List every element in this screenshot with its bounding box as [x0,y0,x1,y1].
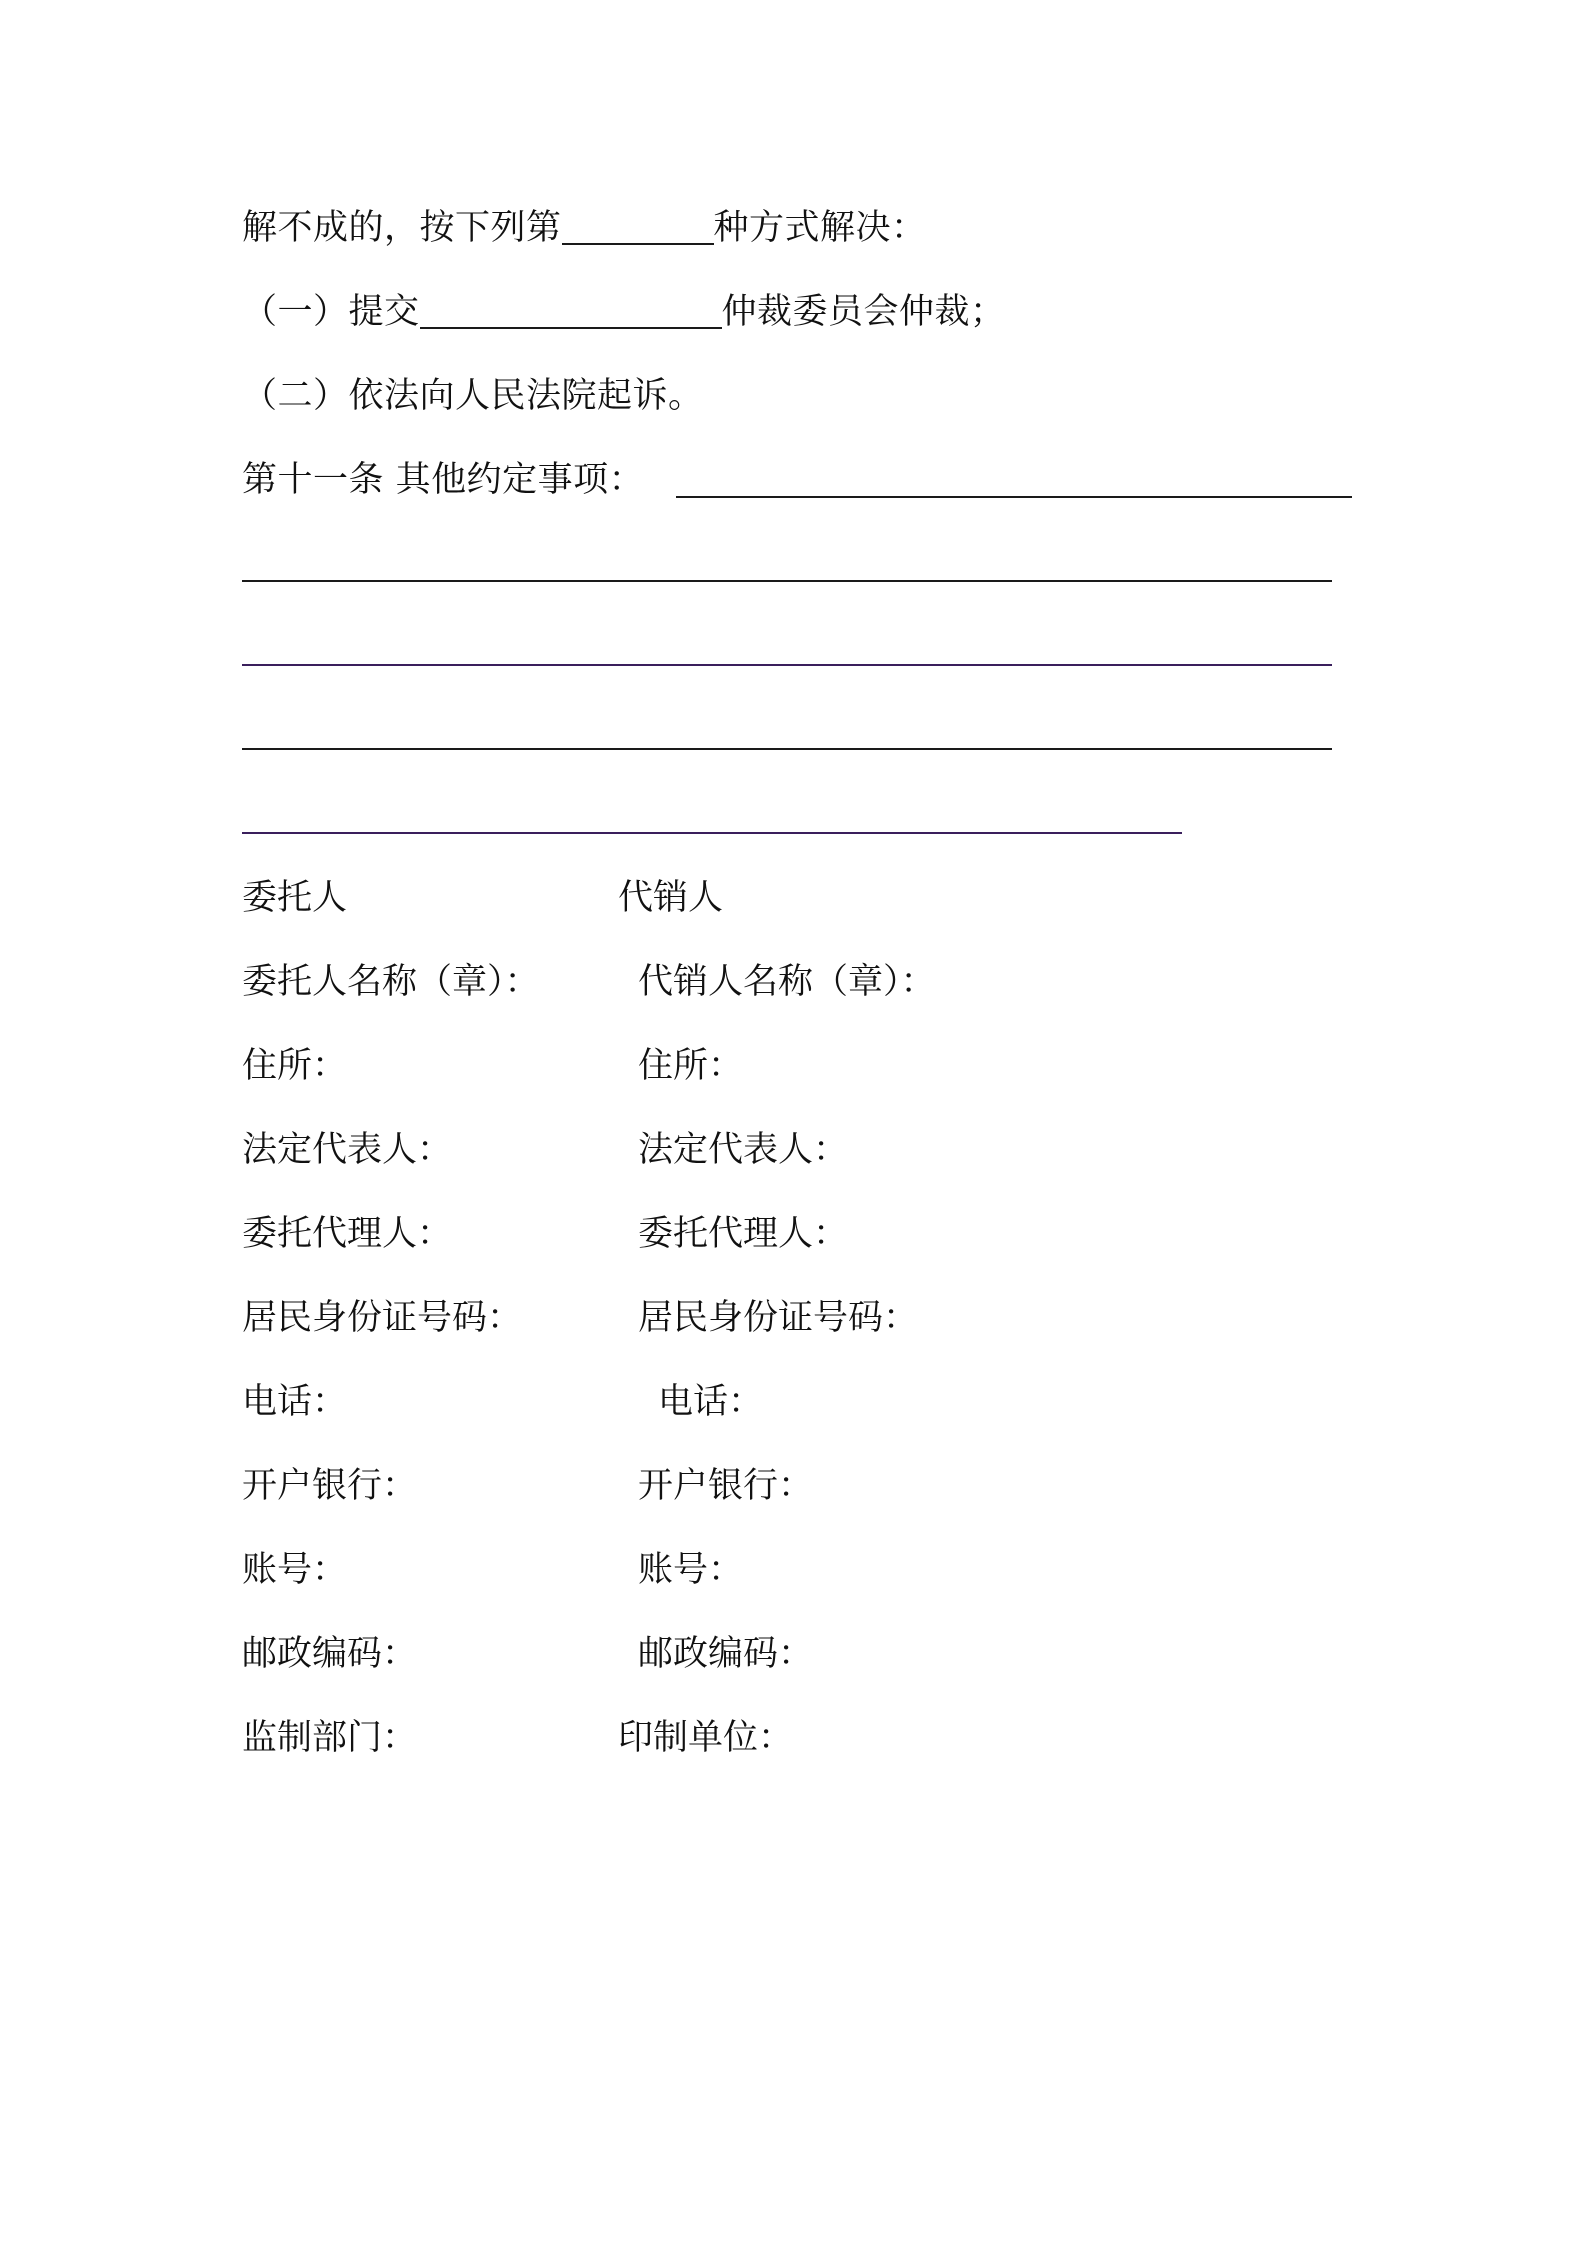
agent-postcode-label: 邮政编码： [638,1634,814,1674]
principal-id-number-label: 居民身份证号码： [242,1298,523,1338]
article-11-blank-3[interactable] [242,664,1332,666]
option1-text-pre: （一）提交 [242,292,420,332]
agent-name-label: 代销人名称（章）： [638,962,936,1002]
article-11-blank-2[interactable] [242,580,1332,582]
dispute-line-text-post: 种方式解决： [713,208,927,248]
agent-legal-rep-label: 法定代表人： [638,1130,849,1170]
article-11-blank-5[interactable] [242,832,1182,834]
agent-id-number-label: 居民身份证号码： [638,1298,919,1338]
principal-legal-rep-label: 法定代表人： [242,1130,453,1170]
option1-text-post: 仲裁委员会仲裁； [721,292,1006,332]
agent-bank-label: 开户银行： [638,1466,814,1506]
agent-address-label: 住所： [638,1046,744,1086]
supervising-dept-label: 监制部门： [242,1718,418,1758]
option-court-line [242,374,704,418]
article-11-label: 第十一条 其他约定事项： [242,460,645,500]
arbitration-commission-blank[interactable] [420,297,722,329]
principal-phone-label: 电话： [242,1382,348,1422]
principal-bank-label: 开户银行： [242,1466,418,1506]
agent-phone-label: 电话： [658,1382,764,1422]
method-number-blank[interactable] [562,213,714,245]
principal-proxy-label: 委托代理人： [242,1214,453,1254]
agent-header: 代销人 [618,878,724,918]
option-arbitration-line [242,290,1006,334]
principal-account-label: 账号： [242,1550,348,1590]
agent-account-label: 账号： [638,1550,744,1590]
printing-unit-label: 印制单位： [618,1718,794,1758]
option2-text: （二）依法向人民法院起诉。 [242,376,704,416]
principal-postcode-label: 邮政编码： [242,1634,418,1674]
principal-header: 委托人 [242,878,348,918]
article-11-blank-4[interactable] [242,748,1332,750]
principal-address-label: 住所： [242,1046,348,1086]
principal-name-label: 委托人名称（章）： [242,962,540,1002]
article-11-line [242,458,644,502]
dispute-line-text-pre: 解不成的，按下列第 [242,208,562,248]
dispute-resolution-line [242,206,927,250]
agent-proxy-label: 委托代理人： [638,1214,849,1254]
article-11-blank-1[interactable] [676,496,1352,498]
